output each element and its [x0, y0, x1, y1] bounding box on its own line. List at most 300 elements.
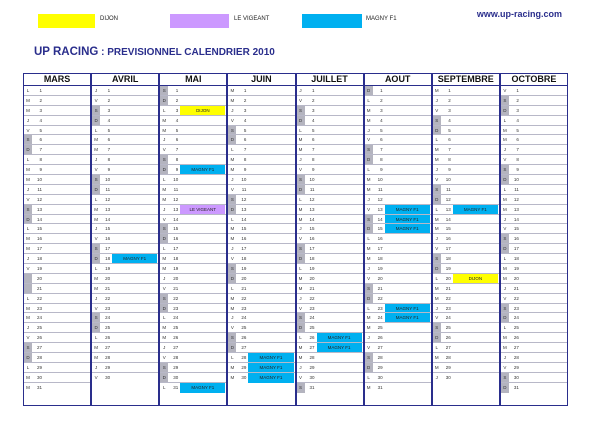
- day-letter: V: [230, 117, 234, 123]
- event-cell: [180, 195, 225, 204]
- event-cell: [385, 284, 430, 293]
- day-row: [501, 353, 567, 363]
- event-cell: [248, 343, 293, 352]
- day-row: [297, 373, 363, 383]
- day-row: [24, 323, 90, 333]
- day-number: 2: [311, 97, 315, 103]
- event-cell: [248, 135, 293, 144]
- day-row: [160, 116, 226, 126]
- day-number: 13: [241, 206, 247, 212]
- day-letter: M: [503, 206, 507, 212]
- day-letter: L: [26, 364, 30, 370]
- event-cell: [112, 234, 157, 243]
- day-letter: D: [365, 155, 373, 164]
- day-row: [433, 175, 499, 185]
- day-row: [501, 135, 567, 145]
- day-row: [228, 254, 294, 264]
- event-cell: [248, 185, 293, 194]
- day-number: 3: [448, 107, 451, 113]
- month-header: AVRIL: [92, 74, 158, 86]
- day-letter: J: [95, 157, 98, 163]
- day-row: [501, 264, 567, 274]
- day-row: [433, 294, 499, 304]
- day-row: [433, 106, 499, 116]
- day-number: 25: [309, 325, 315, 331]
- event-cell: [180, 304, 225, 313]
- day-letter: V: [435, 315, 439, 321]
- day-letter: M: [230, 236, 235, 242]
- event-cell: [453, 155, 498, 164]
- day-row: [228, 313, 294, 323]
- event-cell: [453, 264, 498, 273]
- day-row: [433, 86, 499, 96]
- day-letter: S: [92, 313, 100, 322]
- day-letter: L: [503, 117, 507, 123]
- event-cell: [112, 313, 157, 322]
- event-cell: [44, 264, 89, 273]
- month-column-octobre: [500, 73, 568, 406]
- day-number: 11: [173, 186, 179, 192]
- day-row: [433, 284, 499, 294]
- day-number: 1: [107, 88, 111, 93]
- day-letter: D: [160, 373, 168, 382]
- event-cell: [112, 353, 157, 362]
- day-letter: L: [231, 147, 234, 153]
- day-letter: M: [366, 107, 371, 113]
- day-letter: M: [162, 335, 167, 341]
- day-row: [160, 353, 226, 363]
- event-cell: [180, 264, 225, 273]
- day-row: [24, 264, 90, 274]
- day-number: 2: [39, 97, 42, 103]
- day-row: [501, 333, 567, 343]
- event-cell: [112, 195, 157, 204]
- day-row: [160, 195, 226, 205]
- day-number: 8: [448, 157, 451, 163]
- day-number: 21: [36, 285, 42, 291]
- event-cell: [385, 343, 430, 352]
- day-letter: M: [366, 186, 371, 192]
- day-number: 28: [377, 355, 383, 361]
- day-number: 8: [39, 157, 42, 163]
- day-number: 13: [377, 206, 383, 212]
- day-number: 5: [380, 127, 383, 133]
- day-row: [24, 195, 90, 205]
- day-row: [160, 126, 226, 136]
- day-number: 10: [513, 177, 519, 183]
- legend-label-dijon: DIJON: [100, 16, 118, 22]
- day-number: 6: [516, 137, 519, 143]
- day-letter: M: [503, 335, 507, 341]
- day-row: [297, 363, 363, 373]
- event-cell: [44, 135, 89, 144]
- day-letter: J: [435, 97, 438, 103]
- day-letter: V: [435, 107, 439, 113]
- day-number: 28: [173, 355, 179, 361]
- day-row: [24, 294, 90, 304]
- day-number: 20: [377, 275, 383, 281]
- day-letter: D: [297, 323, 305, 332]
- day-letter: V: [94, 97, 98, 103]
- event-cell: [112, 224, 157, 233]
- day-number: 30: [377, 374, 383, 380]
- day-number: 29: [513, 364, 519, 370]
- event-cell: [44, 373, 89, 382]
- event-cell: [44, 205, 89, 214]
- event-cell: [317, 304, 362, 313]
- day-letter: J: [299, 295, 302, 301]
- day-number: 17: [241, 246, 247, 252]
- day-letter: D: [160, 234, 168, 243]
- day-letter: S: [228, 126, 236, 135]
- day-row: [160, 304, 226, 314]
- day-letter: S: [365, 353, 373, 362]
- day-row: [228, 175, 294, 185]
- day-letter: L: [435, 275, 438, 281]
- event-cell: [180, 145, 225, 154]
- event-cell: [180, 126, 225, 135]
- day-number: 4: [516, 117, 519, 123]
- day-row: [501, 96, 567, 106]
- event-cell: [385, 175, 430, 184]
- day-letter: M: [230, 97, 235, 103]
- day-number: 29: [241, 364, 247, 370]
- day-letter: L: [162, 177, 166, 183]
- day-number: 30: [445, 374, 451, 380]
- day-row: [24, 274, 90, 284]
- event-cell: [385, 323, 430, 332]
- day-number: 6: [380, 137, 383, 143]
- day-row: [92, 333, 158, 343]
- day-number: 17: [105, 246, 111, 252]
- event-cell: [453, 145, 498, 154]
- event-cell: [317, 234, 362, 243]
- day-row: [228, 165, 294, 175]
- day-letter: J: [367, 335, 370, 341]
- event-cell: [453, 224, 498, 233]
- day-number: 30: [241, 374, 247, 380]
- day-row: [228, 215, 294, 225]
- day-letter: S: [24, 343, 32, 352]
- day-number: 19: [36, 266, 42, 272]
- event-cell: [385, 333, 430, 342]
- day-number: 19: [241, 266, 247, 272]
- event-cell: [453, 353, 498, 362]
- day-number: 3: [516, 107, 519, 113]
- day-letter: V: [162, 355, 166, 361]
- day-number: 12: [36, 196, 42, 202]
- event-cell: [112, 165, 157, 174]
- day-letter: M: [366, 246, 371, 252]
- day-letter: L: [26, 157, 30, 163]
- day-row: [160, 313, 226, 323]
- day-number: 1: [311, 88, 315, 93]
- day-letter: D: [501, 175, 509, 184]
- day-number: 30: [105, 374, 111, 380]
- day-row: [228, 126, 294, 136]
- day-number: 7: [311, 147, 315, 153]
- event-cell: [317, 155, 362, 164]
- day-letter: V: [503, 295, 507, 301]
- day-letter: M: [434, 216, 439, 222]
- day-letter: S: [365, 215, 373, 224]
- day-number: 27: [173, 345, 179, 351]
- day-number: 22: [445, 295, 451, 301]
- day-number: 9: [448, 167, 451, 173]
- day-letter: V: [230, 325, 234, 331]
- event-cell: [521, 254, 566, 263]
- day-number: 9: [175, 167, 179, 173]
- day-letter: M: [26, 236, 30, 242]
- day-row: [365, 195, 431, 205]
- day-number: 24: [241, 315, 247, 321]
- day-number: 5: [243, 127, 247, 133]
- day-number: 31: [36, 384, 42, 390]
- day-number: 26: [241, 335, 247, 341]
- day-letter: L: [94, 266, 98, 272]
- day-row: [24, 333, 90, 343]
- day-letter: S: [228, 195, 236, 204]
- day-letter: D: [433, 333, 441, 342]
- month-header: AOUT: [365, 74, 431, 86]
- day-letter: L: [367, 97, 370, 103]
- day-row: [228, 106, 294, 116]
- day-letter: S: [501, 165, 509, 174]
- day-row: [92, 224, 158, 234]
- month-column-avril: [91, 73, 159, 406]
- event-cell: [112, 323, 157, 332]
- day-number: 13: [173, 206, 179, 212]
- day-letter: V: [503, 88, 507, 93]
- day-number: 5: [448, 127, 451, 133]
- event-cell: [317, 224, 362, 233]
- day-letter: S: [501, 304, 509, 313]
- day-number: 29: [445, 364, 451, 370]
- day-number: 7: [243, 147, 247, 153]
- day-number: 25: [105, 325, 111, 331]
- day-number: 1: [243, 88, 247, 93]
- event-cell: [112, 304, 157, 313]
- day-number: 24: [377, 315, 383, 321]
- day-row: [228, 294, 294, 304]
- day-row: [228, 145, 294, 155]
- day-letter: S: [501, 96, 509, 105]
- day-row: [365, 106, 431, 116]
- day-row: [297, 205, 363, 215]
- event-cell: [248, 106, 293, 115]
- day-number: 10: [173, 177, 179, 183]
- day-number: 13: [309, 206, 315, 212]
- day-number: 3: [39, 107, 42, 113]
- day-number: 3: [107, 107, 111, 113]
- day-letter: L: [435, 137, 438, 143]
- day-number: 19: [309, 266, 315, 272]
- day-number: 24: [445, 315, 451, 321]
- day-letter: D: [297, 116, 305, 125]
- day-number: 14: [36, 216, 42, 222]
- day-row: [365, 333, 431, 343]
- event-cell: [385, 373, 430, 382]
- event-label: MAGNY F1: [317, 343, 362, 352]
- day-number: 21: [105, 285, 111, 291]
- day-letter: D: [365, 224, 373, 233]
- event-label: MAGNY F1: [112, 254, 157, 263]
- day-number: 8: [380, 157, 383, 163]
- event-cell: [385, 244, 430, 253]
- day-number: 17: [445, 246, 451, 252]
- day-row: [501, 155, 567, 165]
- day-number: 4: [39, 117, 42, 123]
- event-cell: [180, 155, 225, 164]
- event-cell: [112, 215, 157, 224]
- day-letter: M: [298, 285, 303, 291]
- legend-swatch-magny: [302, 14, 362, 28]
- day-row: [160, 244, 226, 254]
- day-row: [228, 234, 294, 244]
- day-letter: S: [297, 313, 305, 322]
- event-cell: [317, 116, 362, 125]
- event-cell: [248, 155, 293, 164]
- day-number: 15: [105, 226, 111, 232]
- day-letter: D: [228, 343, 236, 352]
- day-number: 9: [311, 167, 315, 173]
- event-label: DIJON: [180, 106, 225, 115]
- day-row: [501, 323, 567, 333]
- day-letter: V: [94, 305, 98, 311]
- day-number: 10: [105, 177, 111, 183]
- day-row: [228, 274, 294, 284]
- day-row: [297, 86, 363, 96]
- day-row: [433, 185, 499, 195]
- day-number: 16: [36, 236, 42, 242]
- event-cell: [44, 333, 89, 342]
- event-cell: [248, 304, 293, 313]
- day-letter: D: [228, 205, 236, 214]
- day-number: 5: [311, 127, 315, 133]
- day-letter: D: [365, 86, 373, 95]
- day-number: 11: [105, 186, 111, 192]
- day-letter: L: [503, 256, 507, 262]
- day-number: 7: [516, 147, 519, 153]
- day-row: [228, 185, 294, 195]
- event-cell: [521, 195, 566, 204]
- day-number: 3: [243, 107, 247, 113]
- day-letter: M: [26, 107, 30, 113]
- day-number: 13: [36, 206, 42, 212]
- event-cell: [112, 284, 157, 293]
- event-cell: [112, 274, 157, 283]
- event-cell: [385, 116, 430, 125]
- day-letter: V: [503, 157, 507, 163]
- day-letter: L: [162, 384, 166, 390]
- day-letter: M: [366, 315, 371, 321]
- event-cell: [521, 294, 566, 303]
- day-letter: D: [365, 294, 373, 303]
- day-row: [365, 274, 431, 284]
- day-letter: V: [26, 196, 30, 202]
- day-letter: M: [162, 256, 167, 262]
- event-cell: [385, 96, 430, 105]
- day-row: [297, 195, 363, 205]
- day-letter: V: [26, 127, 30, 133]
- event-cell: [453, 304, 498, 313]
- day-letter: M: [94, 355, 98, 361]
- event-cell: [521, 126, 566, 135]
- day-number: 17: [173, 246, 179, 252]
- day-number: 5: [39, 127, 42, 133]
- event-label: MAGNY F1: [248, 373, 293, 383]
- event-cell: [453, 135, 498, 144]
- day-number: 12: [513, 196, 519, 202]
- event-cell: [521, 323, 566, 332]
- event-label: MAGNY F1: [385, 313, 430, 322]
- day-row: [297, 224, 363, 234]
- day-letter: J: [435, 305, 438, 311]
- event-cell: [112, 96, 157, 105]
- day-letter: J: [435, 236, 438, 242]
- day-row: [160, 215, 226, 225]
- event-cell: [385, 383, 430, 393]
- event-cell: [248, 126, 293, 135]
- day-number: 19: [105, 266, 111, 272]
- day-letter: M: [230, 305, 235, 311]
- day-row: [92, 205, 158, 215]
- day-row: [24, 363, 90, 373]
- website-link[interactable]: www.up-racing.com: [476, 9, 562, 19]
- day-number: 9: [39, 167, 42, 173]
- day-row: [501, 363, 567, 373]
- event-cell: [44, 244, 89, 253]
- event-cell: [44, 254, 89, 263]
- day-letter: L: [435, 345, 438, 351]
- event-cell: [44, 86, 89, 95]
- day-letter: M: [94, 137, 98, 143]
- event-cell: [44, 126, 89, 135]
- day-row: [297, 313, 363, 323]
- day-letter: L: [26, 295, 30, 301]
- day-letter: L: [299, 335, 302, 341]
- day-letter: L: [367, 167, 370, 173]
- day-number: 27: [377, 345, 383, 351]
- event-label: MAGNY F1: [385, 215, 430, 224]
- day-number: 22: [513, 295, 519, 301]
- day-number: 1: [175, 88, 179, 93]
- day-number: 4: [107, 117, 111, 123]
- day-number: 25: [377, 325, 383, 331]
- day-row: [92, 284, 158, 294]
- day-row: [433, 323, 499, 333]
- day-letter: M: [26, 97, 30, 103]
- event-cell: [248, 294, 293, 303]
- day-letter: V: [230, 256, 234, 262]
- day-row: [160, 205, 226, 215]
- event-cell: [521, 116, 566, 125]
- day-number: 28: [513, 355, 519, 361]
- day-number: 18: [241, 256, 247, 262]
- day-number: 20: [241, 275, 247, 281]
- legend-swatch-dijon: [38, 14, 95, 28]
- day-letter: J: [163, 275, 166, 281]
- day-letter: S: [160, 224, 168, 233]
- day-row: [24, 353, 90, 363]
- day-letter: J: [435, 374, 438, 380]
- day-row: [501, 274, 567, 284]
- event-cell: [521, 363, 566, 372]
- day-letter: M: [434, 226, 439, 232]
- day-row: [24, 126, 90, 136]
- day-number: 27: [513, 345, 519, 351]
- day-row: [228, 205, 294, 215]
